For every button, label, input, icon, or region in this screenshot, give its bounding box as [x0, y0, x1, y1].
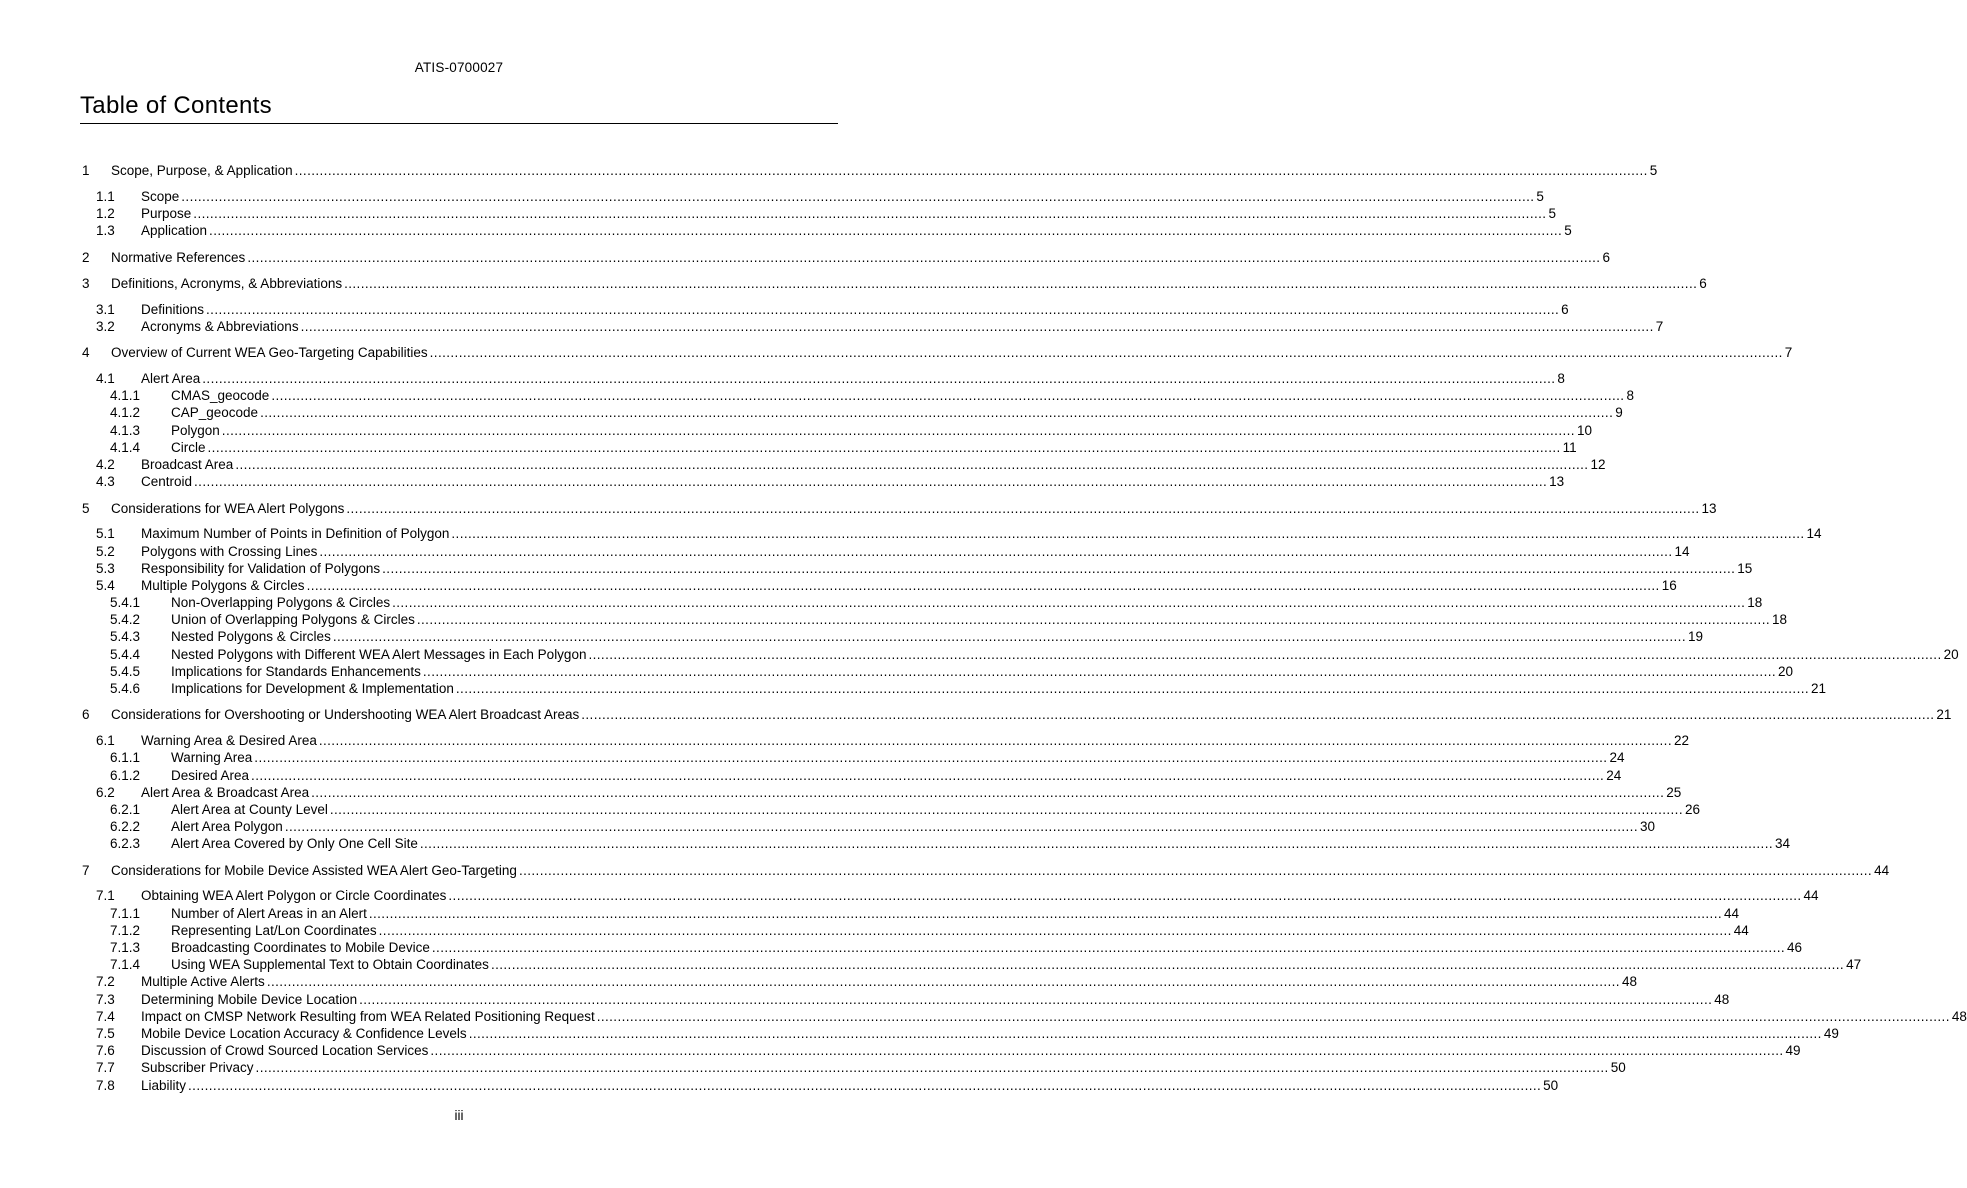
table-of-contents: [82, 162, 1967, 1094]
toc-entry-number: 7.3: [96, 991, 115, 1007]
toc-entry-page: 14: [1674, 543, 1690, 559]
toc-entry-label: Warning Area: [171, 750, 253, 766]
page-header: ATIS-0700027: [414, 60, 504, 75]
toc-entry-page: 48: [1714, 991, 1730, 1007]
dot-leader: [430, 344, 1783, 361]
dot-leader: [392, 594, 1745, 611]
dot-leader: [430, 1042, 1783, 1059]
toc-entry-label: Acronyms & Abbreviations: [141, 318, 299, 334]
toc-entry-label: CMAS_geocode: [171, 388, 270, 404]
toc-entry-page: 6: [1699, 275, 1707, 291]
dot-leader: [382, 560, 1735, 577]
toc-entry-label: Polygons with Crossing Lines: [141, 543, 318, 559]
toc-entry-4-1[interactable]: [82, 370, 1565, 387]
dot-leader: [420, 835, 1773, 852]
toc-entry-4-1-2[interactable]: [82, 404, 1623, 421]
toc-entry-6-1-2[interactable]: [82, 767, 1622, 784]
dot-leader: [194, 473, 1547, 490]
toc-entry-label: Responsibility for Validation of Polygons: [141, 560, 381, 576]
toc-entry-7[interactable]: [82, 862, 1890, 879]
dot-leader: [295, 162, 1648, 179]
toc-entry-number: 4.3: [96, 474, 115, 490]
toc-entry-number: 7.6: [96, 1043, 115, 1059]
toc-entry-label: Application: [141, 223, 208, 239]
toc-entry-number: 3.1: [96, 301, 115, 317]
toc-entry-label: Considerations for WEA Alert Polygons: [111, 500, 345, 516]
toc-entry-label: Alert Area & Broadcast Area: [141, 784, 310, 800]
toc-entry-7-8[interactable]: [82, 1077, 1559, 1094]
toc-entry-number: 7.1.3: [110, 940, 141, 955]
dot-leader: [451, 525, 1804, 542]
toc-entry-label: Alert Area at County Level: [171, 801, 328, 817]
dot-leader: [271, 387, 1624, 404]
toc-entry-label: Using WEA Supplemental Text to Obtain Coordinates: [171, 957, 489, 973]
toc-entry-page: 21: [1811, 681, 1827, 696]
toc-entry-5-1[interactable]: [82, 525, 1822, 542]
toc-entry-number: 5: [82, 500, 90, 516]
toc-entry-1-3[interactable]: [82, 222, 1572, 239]
toc-entry-label: Implications for Standards Enhancements: [171, 663, 421, 679]
toc-entry-number: 2: [82, 249, 90, 265]
toc-entry-page: 46: [1787, 940, 1803, 955]
toc-entry-page: 34: [1775, 836, 1791, 852]
toc-entry-label: Definitions, Acronyms, & Abbreviations: [111, 275, 343, 291]
toc-entry-4-1-4[interactable]: [82, 439, 1577, 456]
toc-entry-label: Centroid: [141, 474, 193, 490]
dot-leader: [417, 611, 1770, 628]
toc-entry-5-4-5[interactable]: [82, 663, 1794, 680]
toc-entry-page: 10: [1576, 422, 1592, 438]
toc-entry-label: Union of Overlapping Polygons & Circles: [171, 612, 415, 628]
toc-entry-number: 6: [82, 707, 90, 723]
toc-entry-label: Considerations for Mobile Device Assisted WEA Alert Geo-Targeting: [111, 862, 517, 878]
toc-entry-label: Alert Area Covered by Only One Cell Site: [171, 836, 418, 852]
toc-entry-page: 9: [1615, 405, 1623, 421]
toc-entry-7-5[interactable]: [82, 1025, 1839, 1042]
toc-entry-number: 6.2: [96, 784, 115, 800]
toc-entry-5-4-4[interactable]: [82, 646, 1959, 663]
toc-entry-page: 5: [1536, 188, 1544, 204]
toc-entry-label: Circle: [171, 439, 206, 455]
dot-leader: [202, 370, 1555, 387]
dot-leader: [188, 1077, 1541, 1094]
toc-entry-page: 30: [1639, 819, 1655, 835]
toc-entry-4-1-1[interactable]: [82, 387, 1634, 404]
toc-entry-number: 3.2: [96, 318, 115, 334]
dot-leader: [260, 404, 1613, 421]
toc-entry-page: 14: [1806, 526, 1822, 542]
toc-entry-number: 1.3: [96, 223, 115, 239]
toc-entry-number: 6.1.2: [110, 767, 141, 783]
toc-entry-number: 5.4.5: [110, 663, 141, 679]
toc-entry-page: 50: [1610, 1060, 1626, 1076]
toc-entry-3-1[interactable]: [82, 301, 1569, 318]
toc-entry-number: 7.1.4: [110, 957, 141, 973]
toc-entry-label: Scope: [141, 188, 180, 204]
toc-entry-label: Number of Alert Areas in an Alert: [171, 905, 367, 921]
dot-leader: [581, 706, 1934, 723]
toc-entry-6-2-1[interactable]: [82, 801, 1701, 818]
toc-entry-page: 50: [1543, 1077, 1559, 1093]
toc-entry-label: Maximum Number of Points in Definition of Polygon: [141, 526, 450, 542]
dot-leader: [369, 905, 1722, 922]
toc-entry-label: Impact on CMSP Network Resulting from WEA Related Positioning Request: [141, 1008, 595, 1024]
dot-leader: [346, 500, 1699, 517]
toc-entry-page: 8: [1557, 371, 1565, 387]
toc-entry-number: 4: [82, 345, 90, 361]
dot-leader: [181, 188, 1534, 205]
dot-leader: [285, 818, 1638, 835]
toc-entry-page: 15: [1737, 560, 1753, 576]
toc-entry-page: 44: [1803, 888, 1819, 904]
toc-entry-label: Multiple Polygons & Circles: [141, 577, 305, 593]
dot-leader: [319, 732, 1672, 749]
toc-entry-label: Broadcast Area: [141, 456, 234, 472]
toc-entry-5-3[interactable]: [82, 560, 1753, 577]
toc-entry-5-4-3[interactable]: [82, 628, 1703, 645]
toc-entry-number: 5.3: [96, 560, 115, 576]
toc-entry-number: 3: [82, 275, 90, 291]
toc-entry-page: 7: [1784, 345, 1793, 361]
toc-entry-page: 8: [1626, 388, 1634, 404]
dot-leader: [301, 318, 1654, 335]
toc-entry-page: 13: [1701, 500, 1717, 516]
dot-leader: [254, 749, 1607, 766]
toc-entry-page: 20: [1778, 663, 1794, 679]
dot-leader: [319, 543, 1672, 560]
toc-entry-number: 5.4.3: [110, 629, 141, 645]
toc-entry-label: Determining Mobile Device Location: [141, 991, 358, 1007]
toc-entry-label: Implications for Development & Implementation: [171, 681, 454, 696]
toc-entry-number: 7.4: [96, 1008, 115, 1024]
toc-entry-label: Nested Polygons & Circles: [171, 629, 331, 645]
toc-entry-label: Alert Area Polygon: [171, 819, 283, 835]
toc-entry-label: Definitions: [141, 301, 205, 317]
toc-entry-6-1[interactable]: [82, 732, 1690, 749]
toc-entry-7-1[interactable]: [82, 887, 1819, 904]
dot-leader: [251, 767, 1604, 784]
toc-entry-page: 48: [1621, 974, 1637, 990]
dot-leader: [456, 680, 1809, 697]
toc-entry-label: CAP_geocode: [171, 405, 259, 421]
toc-entry-2[interactable]: [82, 249, 1610, 266]
toc-entry-6-2[interactable]: [82, 784, 1682, 801]
toc-entry-page: 26: [1684, 801, 1701, 817]
toc-entry-page: 5: [1649, 163, 1658, 178]
toc-entry-1[interactable]: [82, 162, 1658, 179]
toc-entry-number: 6.1: [96, 733, 115, 749]
toc-entry-page: 44: [1733, 922, 1749, 938]
toc-entry-page: 11: [1562, 439, 1577, 455]
toc-entry-number: 4.1.3: [110, 422, 141, 438]
toc-entry-number: 5.2: [96, 543, 115, 559]
dot-leader: [235, 456, 1588, 473]
toc-entry-page: 44: [1874, 862, 1890, 878]
toc-entry-label: Alert Area: [141, 371, 201, 387]
toc-entry-label: Broadcasting Coordinates to Mobile Device: [171, 940, 430, 955]
toc-entry-number: 5.4: [96, 577, 115, 593]
toc-entry-label: Multiple Active Alerts: [141, 974, 265, 990]
toc-entry-page: 5: [1564, 223, 1572, 239]
toc-entry-number: 4.1.4: [110, 439, 141, 455]
toc-entry-number: 4.1.1: [110, 388, 141, 404]
toc-entry-4-2[interactable]: [82, 456, 1606, 473]
dot-leader: [359, 991, 1712, 1008]
toc-entry-5-4-6[interactable]: [82, 680, 1827, 697]
dot-leader: [267, 973, 1620, 990]
toc-entry-page: 18: [1772, 612, 1788, 628]
toc-entry-label: Normative References: [111, 249, 246, 265]
toc-entry-7-4[interactable]: [82, 1008, 1967, 1025]
toc-entry-1-1[interactable]: [82, 188, 1544, 205]
toc-entry-number: 7.7: [96, 1060, 115, 1076]
dot-leader: [208, 439, 1561, 456]
dot-leader: [193, 205, 1546, 222]
toc-entry-label: Polygon: [171, 422, 220, 438]
toc-entry-page: 24: [1606, 767, 1622, 783]
toc-entry-4-1-3[interactable]: [82, 422, 1592, 439]
toc-entry-1-2[interactable]: [82, 205, 1556, 222]
toc-entry-7-1-2[interactable]: [82, 922, 1749, 939]
dot-leader: [432, 939, 1785, 956]
toc-entry-6-2-2[interactable]: [82, 818, 1655, 835]
toc-entry-label: Nested Polygons with Different WEA Alert Messages in Each Polygon: [171, 646, 587, 662]
toc-entry-label: Purpose: [141, 205, 192, 221]
toc-entry-label: Considerations for Overshooting or Undershooting WEA Alert Broadcast Areas: [111, 707, 580, 723]
toc-entry-label: Desired Area: [171, 767, 250, 783]
dot-leader: [333, 628, 1686, 645]
toc-entry-page: 13: [1549, 474, 1565, 490]
toc-entry-number: 5.4.2: [110, 612, 141, 628]
dot-leader: [222, 422, 1575, 439]
dot-leader: [256, 1059, 1609, 1076]
dot-leader: [469, 1025, 1822, 1042]
toc-entry-page: 6: [1602, 249, 1610, 265]
toc-entry-page: 20: [1943, 646, 1959, 662]
toc-entry-number: 7.5: [96, 1025, 115, 1041]
dot-leader: [519, 862, 1872, 879]
toc-entry-number: 7.2: [96, 974, 115, 990]
toc-entry-number: 6.2.2: [110, 819, 141, 835]
toc-entry-number: 6.2.1: [110, 801, 141, 817]
toc-entry-page: 12: [1590, 456, 1606, 472]
toc-entry-7-1-1[interactable]: [82, 905, 1740, 922]
toc-entry-number: 4.1: [96, 371, 115, 387]
toc-entry-label: Representing Lat/Lon Coordinates: [171, 922, 377, 938]
toc-entry-5[interactable]: [82, 500, 1717, 517]
toc-entry-number: 7.8: [96, 1077, 115, 1093]
toc-entry-label: Non-Overlapping Polygons & Circles: [171, 595, 391, 611]
toc-entry-number: 4.2: [96, 456, 115, 472]
toc-entry-number: 5.1: [96, 526, 115, 542]
toc-entry-3[interactable]: [82, 275, 1707, 292]
dot-leader: [379, 922, 1732, 939]
toc-entry-page: 6: [1561, 301, 1569, 317]
toc-entry-6-2-3[interactable]: [82, 835, 1791, 852]
dot-leader: [344, 275, 1697, 292]
toc-entry-number: 1: [82, 163, 90, 178]
toc-entry-page: 48: [1951, 1008, 1967, 1024]
toc-entry-page: 47: [1846, 957, 1862, 973]
toc-entry-label: Subscriber Privacy: [141, 1060, 254, 1076]
toc-entry-7-1-3[interactable]: [82, 939, 1803, 956]
toc-entry-4[interactable]: [82, 344, 1793, 361]
toc-entry-number: 1.2: [96, 205, 115, 221]
toc-entry-page: 5: [1548, 205, 1556, 221]
dot-leader: [491, 956, 1844, 973]
toc-entry-7-6[interactable]: [82, 1042, 1801, 1059]
page-number: iii: [454, 1108, 464, 1123]
dot-leader: [206, 301, 1559, 318]
toc-entry-4-3[interactable]: [82, 473, 1565, 490]
dot-leader: [423, 663, 1776, 680]
toc-entry-page: 44: [1724, 905, 1740, 921]
toc-entry-number: 7.1: [96, 888, 115, 904]
dot-leader: [330, 801, 1683, 818]
toc-entry-number: 7.1.1: [110, 905, 141, 921]
toc-entry-5-4-2[interactable]: [82, 611, 1788, 628]
toc-entry-6-1-1[interactable]: [82, 749, 1625, 766]
toc-entry-label: Mobile Device Location Accuracy & Confidence Levels: [141, 1025, 467, 1041]
toc-entry-number: 5.4.6: [110, 681, 141, 696]
dot-leader: [307, 577, 1660, 594]
dot-leader: [311, 784, 1664, 801]
toc-entry-label: Obtaining WEA Alert Polygon or Circle Coordinates: [141, 888, 447, 904]
toc-entry-page: 7: [1655, 318, 1664, 334]
dot-leader: [448, 887, 1801, 904]
dot-leader: [597, 1008, 1950, 1025]
toc-entry-5-4[interactable]: [82, 577, 1677, 594]
dot-leader: [209, 222, 1562, 239]
toc-entry-number: 5.4.4: [110, 646, 141, 662]
toc-entry-number: 6.1.1: [110, 750, 141, 766]
toc-entry-page: 19: [1687, 629, 1703, 645]
toc-entry-5-2[interactable]: [82, 543, 1690, 560]
toc-entry-5-4-1[interactable]: [82, 594, 1763, 611]
toc-entry-number: 7: [82, 862, 90, 878]
toc-entry-label: Liability: [141, 1077, 187, 1093]
dot-leader: [588, 646, 1941, 663]
toc-entry-6[interactable]: [82, 706, 1952, 723]
toc-entry-3-2[interactable]: [82, 318, 1664, 335]
toc-entry-7-2[interactable]: [82, 973, 1637, 990]
toc-entry-7-3[interactable]: [82, 991, 1730, 1008]
toc-entry-number: 5.4.1: [110, 595, 141, 611]
toc-entry-number: 1.1: [96, 188, 115, 204]
toc-entry-7-1-4[interactable]: [82, 956, 1862, 973]
toc-entry-page: 24: [1609, 750, 1625, 766]
toc-entry-number: 6.2.3: [110, 836, 141, 852]
toc-entry-page: 18: [1747, 595, 1763, 611]
toc-entry-label: Warning Area & Desired Area: [141, 733, 317, 749]
toc-entry-label: Overview of Current WEA Geo-Targeting Capabilities: [111, 345, 428, 361]
page-title: Table of Contents: [80, 92, 272, 119]
title-divider: [80, 123, 838, 124]
toc-entry-page: 21: [1936, 707, 1952, 723]
toc-entry-page: 49: [1823, 1025, 1839, 1041]
toc-entry-page: 16: [1661, 577, 1677, 593]
toc-entry-number: 7.1.2: [110, 922, 141, 938]
toc-entry-number: 4.1.2: [110, 405, 141, 421]
toc-entry-page: 49: [1785, 1043, 1801, 1059]
toc-entry-page: 25: [1666, 784, 1682, 800]
toc-entry-page: 22: [1673, 733, 1690, 749]
dot-leader: [247, 249, 1600, 266]
toc-entry-label: Discussion of Crowd Sourced Location Services: [141, 1043, 429, 1059]
toc-entry-7-7[interactable]: [82, 1059, 1626, 1076]
toc-entry-label: Scope, Purpose, & Application: [111, 163, 293, 178]
